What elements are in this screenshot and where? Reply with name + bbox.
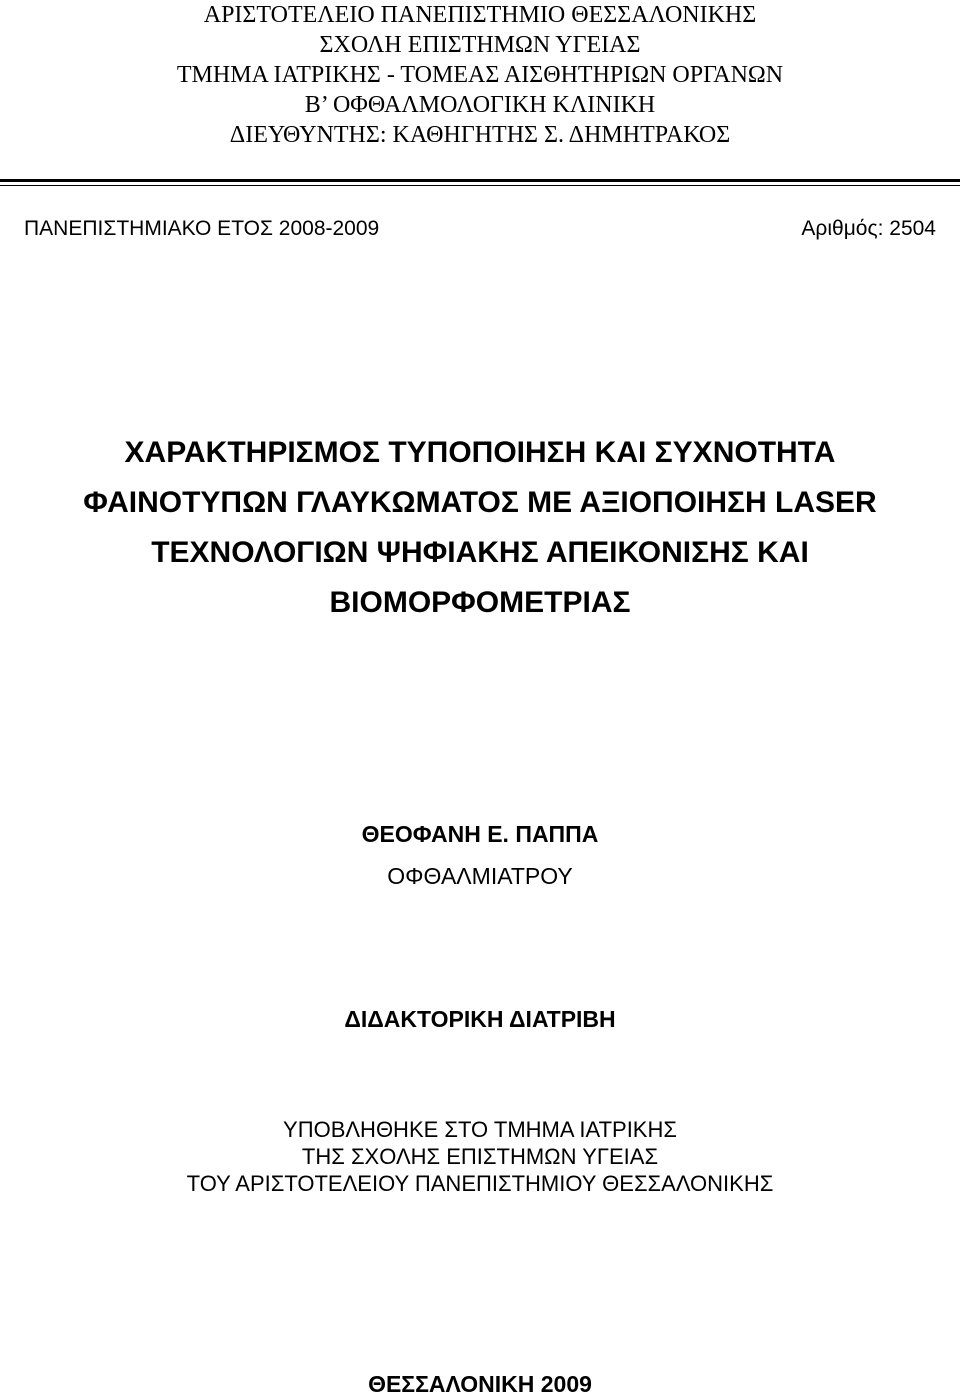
header-director: ΔΙΕΥΘΥΝΤΗΣ: ΚΑΘΗΓΗΤΗΣ Σ. ΔΗΜΗΤΡΑΚΟΣ xyxy=(229,122,731,148)
institution-header xyxy=(0,0,960,150)
header-divider-thick xyxy=(0,179,960,182)
header-divider-thin xyxy=(0,185,960,186)
author-block xyxy=(0,813,960,897)
title-line-2: ΦΑΙΝΟΤΥΠΩΝ ΓΛΑΥΚΩΜΑΤΟΣ ΜΕ ΑΞΙΟΠΟΙΗΣΗ LASER xyxy=(83,486,877,519)
submission-line-3: ΤΟΥ ΑΡΙΣΤΟΤΕΛΕΙΟΥ ΠΑΝΕΠΙΣΤΗΜΙΟΥ ΘΕΣΣΑΛΟΝΙΚΗΣ xyxy=(186,1171,774,1196)
submission-line-2: ΤΗΣ ΣΧΟΛΗΣ ΕΠΙΣΤΗΜΩΝ ΥΓΕΙΑΣ xyxy=(301,1144,659,1169)
title-line-4: ΒΙΟΜΟΡΦΟΜΕΤΡΙΑΣ xyxy=(329,586,631,619)
place-and-year: ΘΕΣΣΑΛΟΝΙΚΗ 2009 xyxy=(368,1371,592,1397)
author-role: ΟΦΘΑΛΜΙΑΤΡΟΥ xyxy=(387,863,573,889)
thesis-type: ΔΙΔΑΚΤΟΡΙΚΗ ΔΙΑΤΡΙΒΗ xyxy=(344,1006,616,1032)
thesis-number: Αριθμός: 2504 xyxy=(801,217,936,240)
header-university: ΑΡΙΣΤΟΤΕΛΕΙΟ ΠΑΝΕΠΙΣΤΗΜΙΟ ΘΕΣΣΑΛΟΝΙΚΗΣ xyxy=(203,2,757,28)
header-school: ΣΧΟΛΗ ΕΠΙΣΤΗΜΩΝ ΥΓΕΙΑΣ xyxy=(319,32,641,58)
submission-line-1: ΥΠΟΒΛΗΘΗΚΕ ΣΤΟ ΤΜΗΜΑ ΙΑΤΡΙΚΗΣ xyxy=(283,1117,677,1142)
thesis-title xyxy=(0,428,960,628)
title-line-3: ΤΕΧΝΟΛΟΓΙΩΝ ΨΗΦΙΑΚΗΣ ΑΠΕΙΚΟΝΙΣΗΣ ΚΑΙ xyxy=(151,536,809,569)
meta-row xyxy=(24,215,936,243)
academic-year: ΠΑΝΕΠΙΣΤΗΜΙΑΚΟ ΕΤΟΣ 2008-2009 xyxy=(24,217,380,240)
author-name: ΘΕΟΦΑΝΗ Ε. ΠΑΠΠΑ xyxy=(361,821,599,847)
header-department: ΤΜΗΜΑ ΙΑΤΡΙΚΗΣ - ΤΟΜΕΑΣ ΑΙΣΘΗΤΗΡΙΩΝ ΟΡΓΑΝΩΝ xyxy=(176,62,784,88)
title-line-1: ΧΑΡΑΚΤΗΡΙΣΜΟΣ ΤΥΠΟΠΟΙΗΣΗ ΚΑΙ ΣΥΧΝΟΤΗΤΑ xyxy=(124,436,836,469)
header-clinic: Β’ ΟΦΘΑΛΜΟΛΟΓΙΚΗ ΚΛΙΝΙΚΗ xyxy=(304,92,656,118)
submission-statement xyxy=(0,1116,960,1197)
